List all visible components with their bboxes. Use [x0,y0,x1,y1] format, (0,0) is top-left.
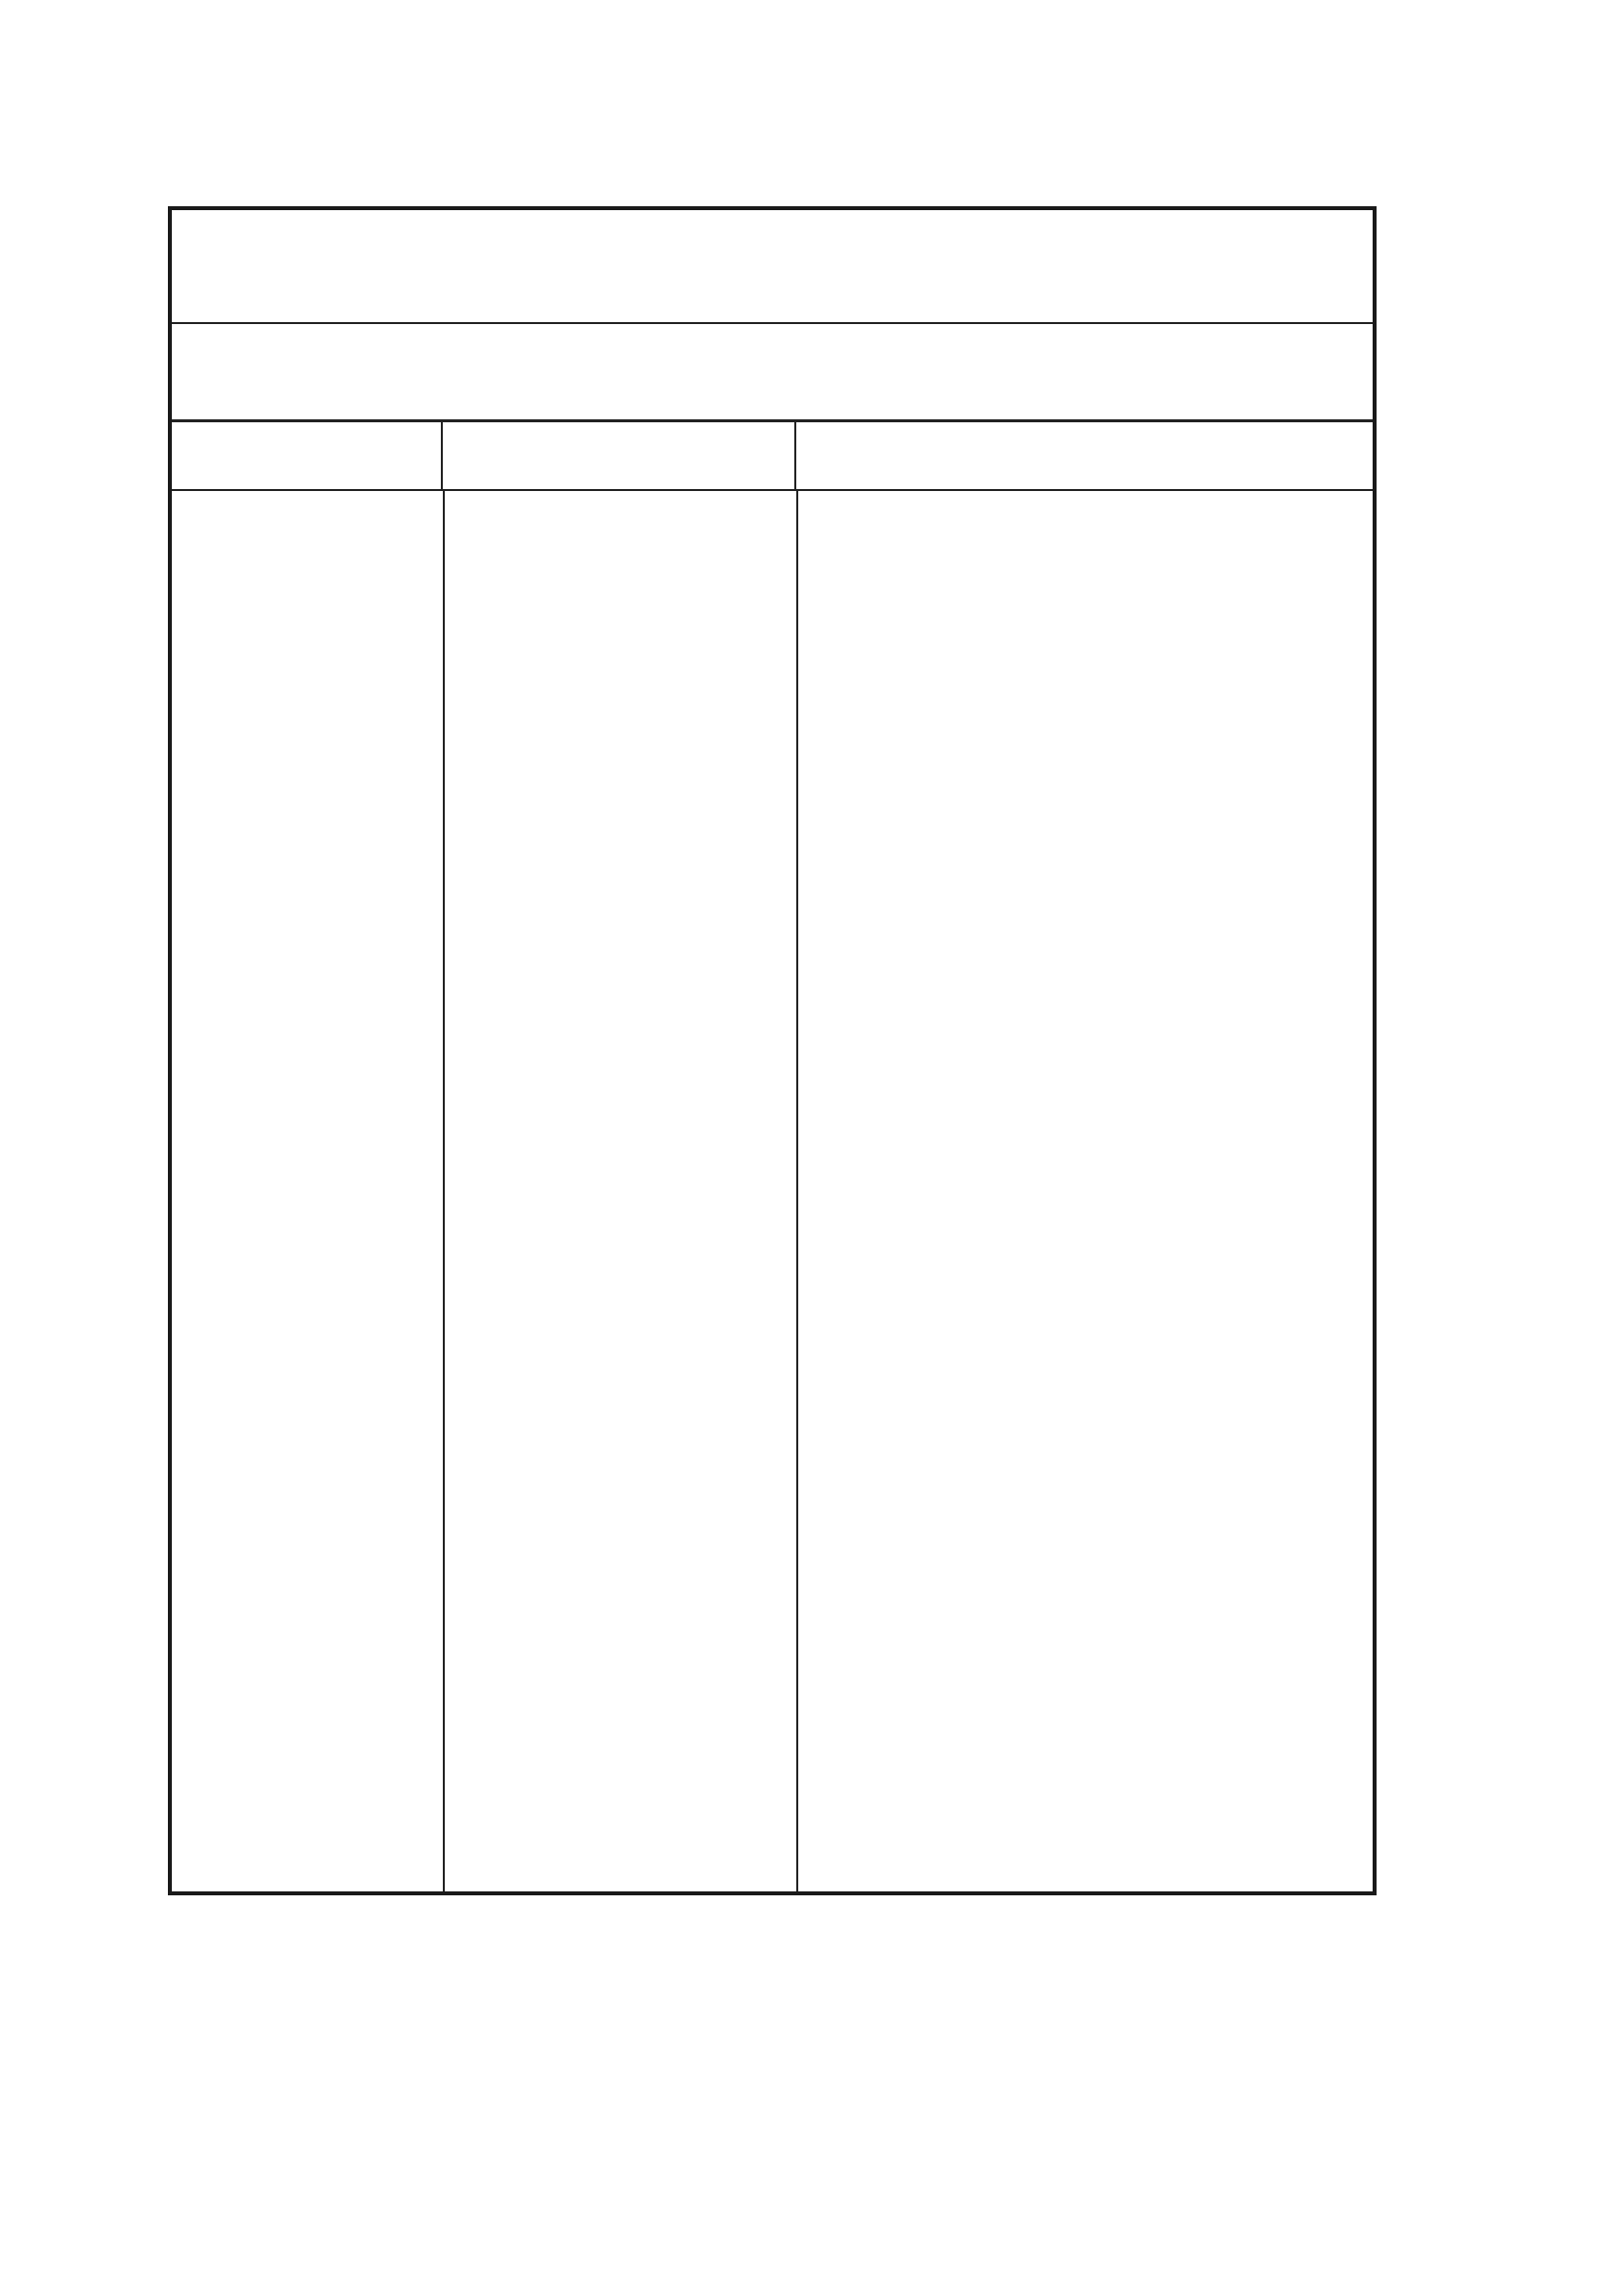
header-content-label [796,422,1373,489]
header-approval [443,422,796,489]
header-item [172,422,443,489]
form-subtitle [172,324,1373,422]
form-title [172,210,1373,324]
header-row [172,422,1373,491]
column-divider-2 [796,491,798,1891]
entries-area [172,491,1373,1891]
column-divider-1 [443,491,445,1891]
license-change-form [168,206,1377,1895]
header-item-label [172,422,441,489]
header-approval-label [443,422,794,489]
header-content [796,422,1373,489]
